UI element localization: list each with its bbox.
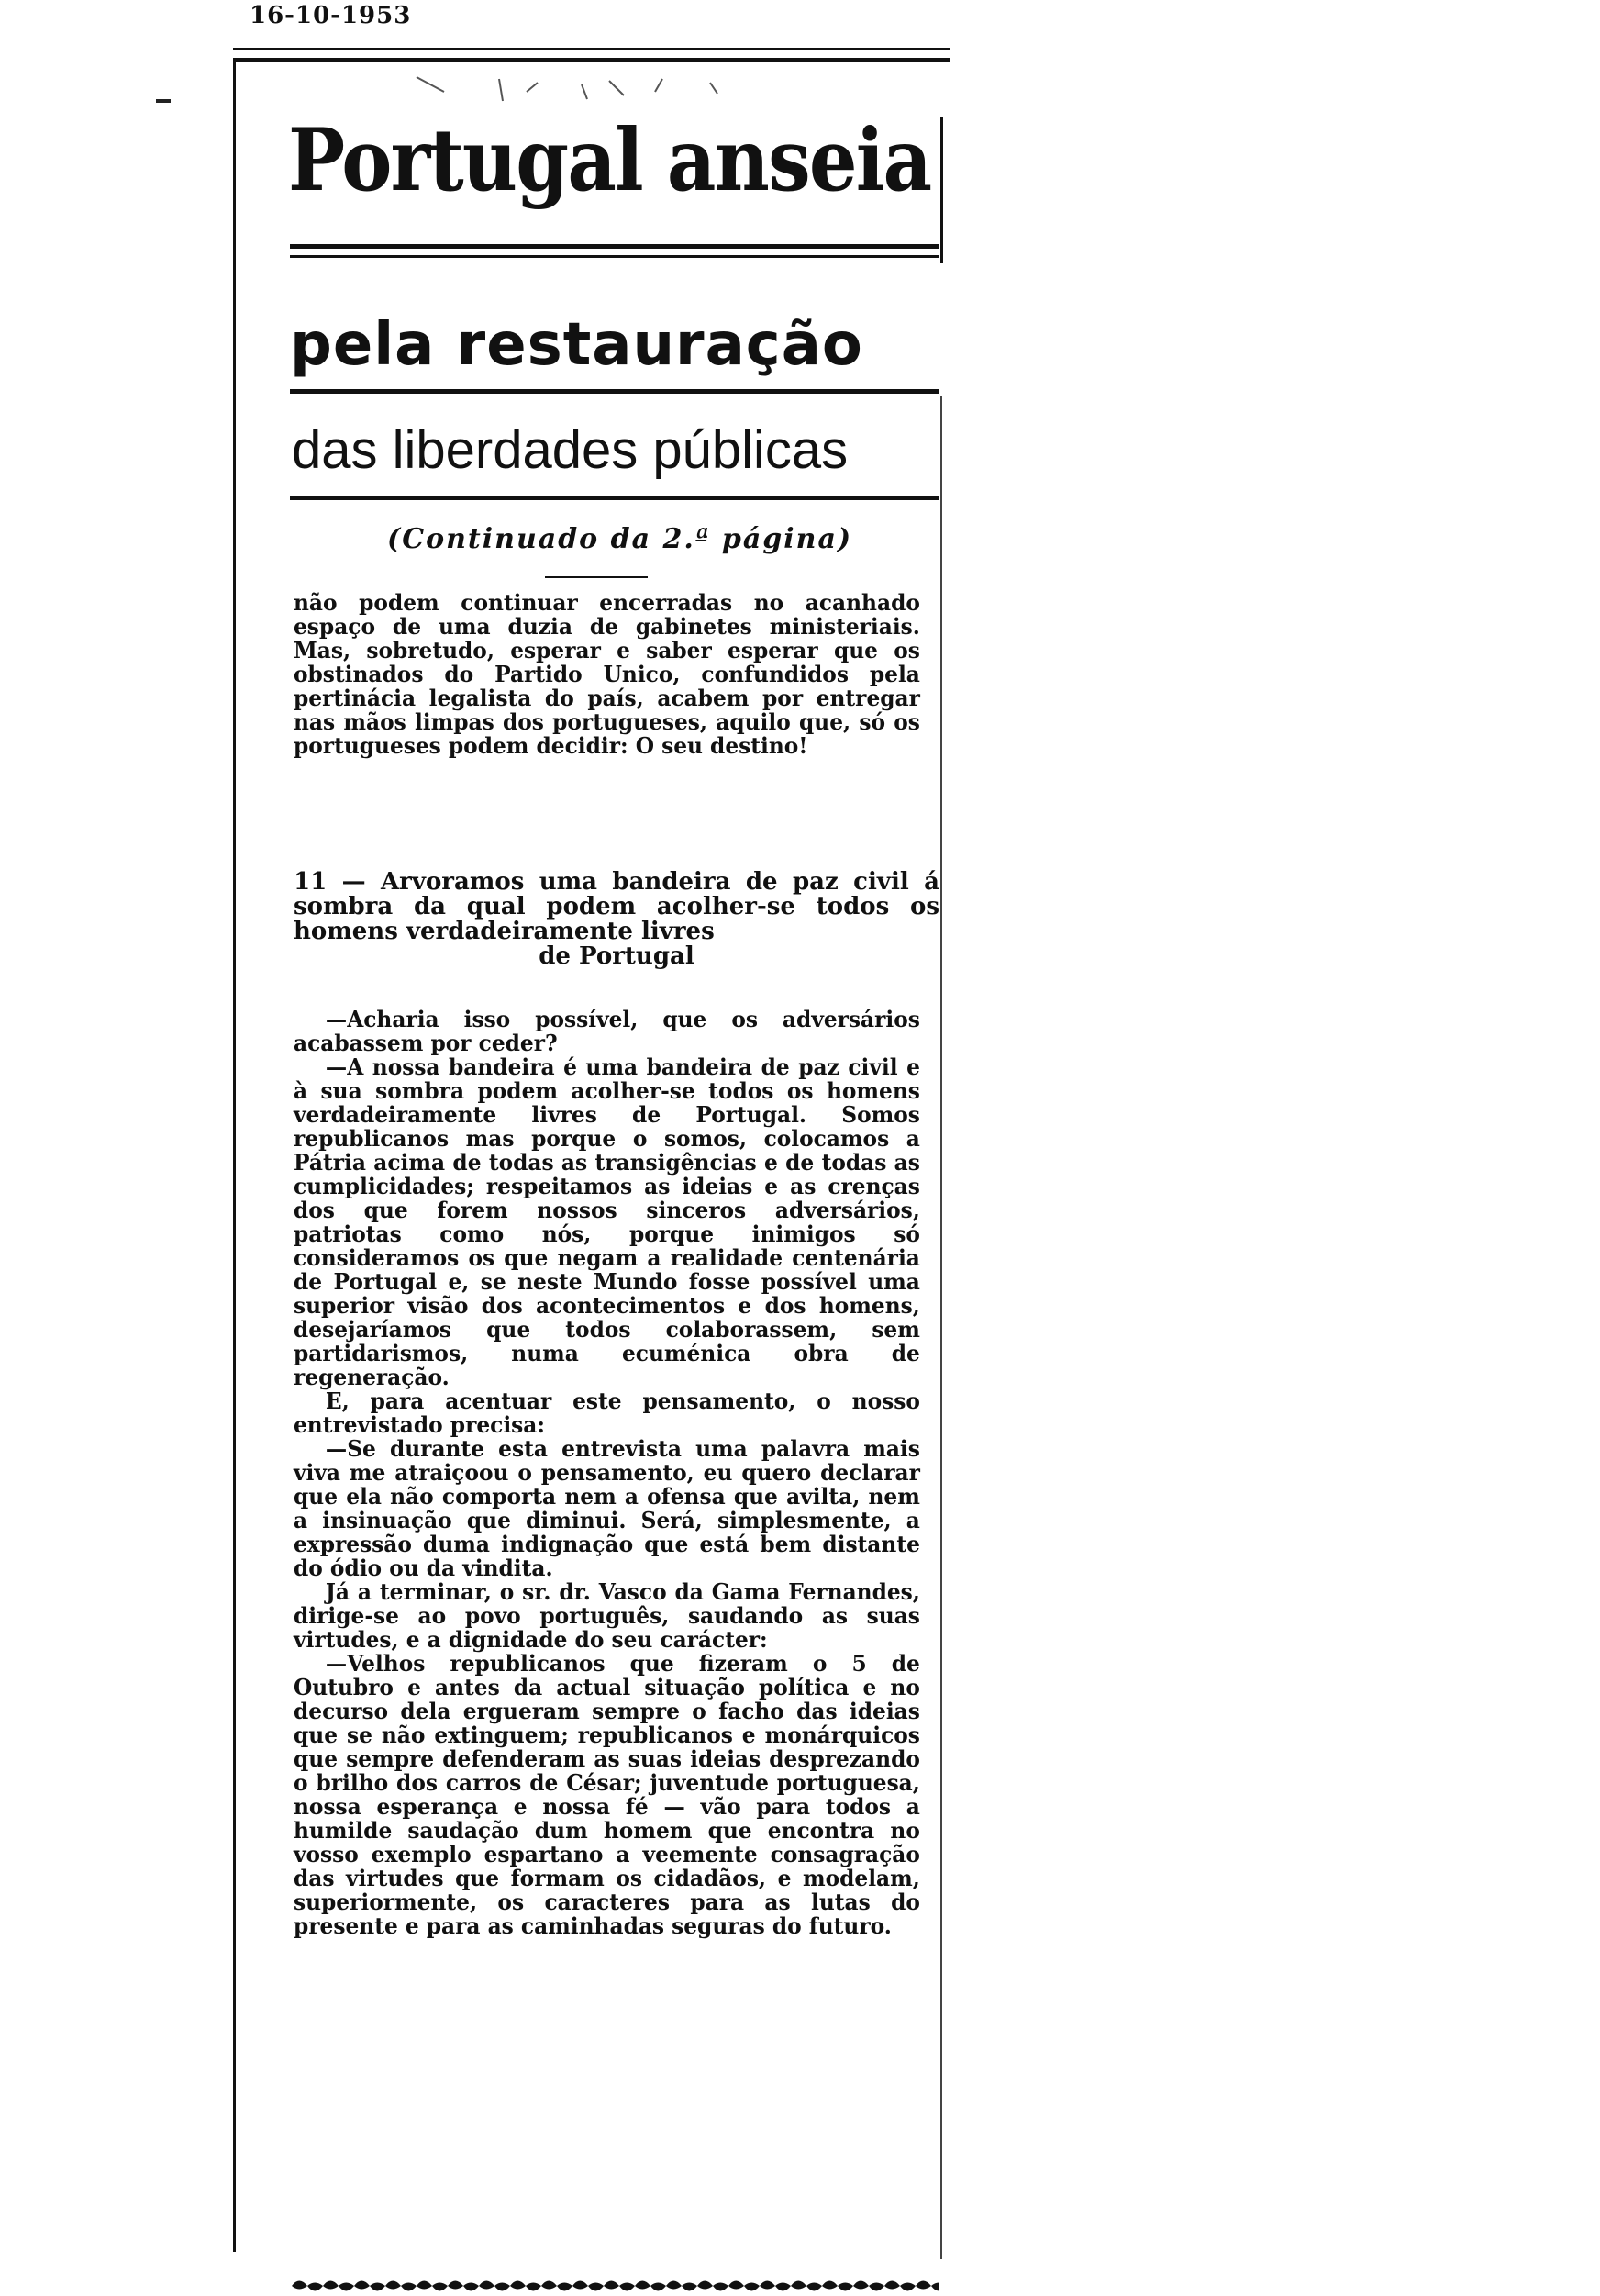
stray-ink-mark: [156, 99, 171, 103]
continued-note: (Continuado da 2.ª página): [387, 523, 853, 555]
headline-line-2: pela restauração: [290, 311, 863, 379]
paragraph: —Acharia isso possível, que os adversários acabassem por ceder?: [294, 1006, 920, 1056]
paragraph: —Se durante esta entrevista uma palavra mais viva me atraiçoou o pensamento, eu quero declarar que ela não comporta nem a ofensa que avilta, nem a insinuação que diminui. Será, simplesmente, a expressão duma indignação que está bem distante do ódio ou da vindita.: [294, 1435, 920, 1581]
headline-rule-3: [290, 389, 939, 394]
article-column: [233, 48, 947, 2259]
short-separator-rule: [545, 576, 648, 578]
clipping-date: 16-10-1953: [250, 2, 412, 29]
bottom-ornament-rule: [292, 2276, 939, 2296]
intro-paragraph: [294, 591, 920, 758]
paragraph: —Velhos republicanos que fizeram o 5 de Outubro e antes da actual situação política e no decurso dela ergueram sempre o facho das ideias que se não extinguem; republicanos e monárquicos que sempre defenderam as suas ideias desprezando o brilho dos carros de César; juventude portuguesa, nossa esperança e nossa fé — vão para todos a humilde saudação dum homem que encontra no vosso exemplo espartano a veemente consagração das virtudes que formam os cidadãos, e modelam, superiormente, os caracteres para as lutas do presente e para as caminhadas seguras do futuro.: [294, 1650, 920, 1939]
paragraph: —A nossa bandeira é uma bandeira de paz civil e à sua sombra podem acolher-se todos os homens verdadeiramente livres de Portugal. Somos republicanos mas porque o somos, colocamos a Pátria acima de todas as transigências e de todas as cumplicidades; respeitamos as ideias e as crenças dos que forem nossos sinceros adversários, patriotas como nós, porque inimigos só consideramos os que negam a realidade centenária de Portugal e, se neste Mundo fosse possível uma superior visão dos acontecimentos e dos homens, desejaríamos que todos colaborassem, sem partidarismos, numa ecuménica obra de regeneração.: [294, 1053, 920, 1390]
paragraph: E, para acentuar este pensamento, o nosso entrevistado precisa:: [294, 1388, 920, 1438]
headline-line-3: das liberdades públicas: [292, 420, 849, 480]
headline-line-1: Portugal anseia: [288, 110, 931, 211]
paragraph: Já a terminar, o sr. dr. Vasco da Gama Fernandes, dirige-se ao povo português, saudando as suas virtudes, e a dignidade do seu carácter:: [294, 1578, 920, 1653]
column-left-border: [233, 59, 236, 2252]
print-specks: [306, 73, 857, 110]
headline-rule-1: [290, 244, 939, 249]
headline-rule-4: [290, 496, 939, 500]
subhead-text: 11 — Arvoramos uma bandeira de paz civil á sombra da qual podem acolher-se todos os homens verdadeiramente livres: [294, 868, 939, 945]
headline-rule-2: [290, 255, 939, 258]
subhead-last-line: de Portugal: [539, 942, 694, 970]
intro-paragraph-text: não podem continuar encerradas no acanhado espaço de uma duzia de gabinetes ministeriais. Mas, sobretudo, esperar e saber esperar que os obstinados do Partido Unico, confundidos pela pertinácia legalista do país, acabem por entregar nas mãos limpas dos portugueses, aquilo que, só os portugueses podem decidir: O seu destino!: [294, 589, 920, 759]
top-rule: [233, 48, 950, 62]
column-right-border-lower: [940, 396, 942, 2259]
column-right-border: [940, 117, 943, 263]
section-subhead: [294, 870, 939, 969]
interview-body: [294, 1008, 920, 1938]
